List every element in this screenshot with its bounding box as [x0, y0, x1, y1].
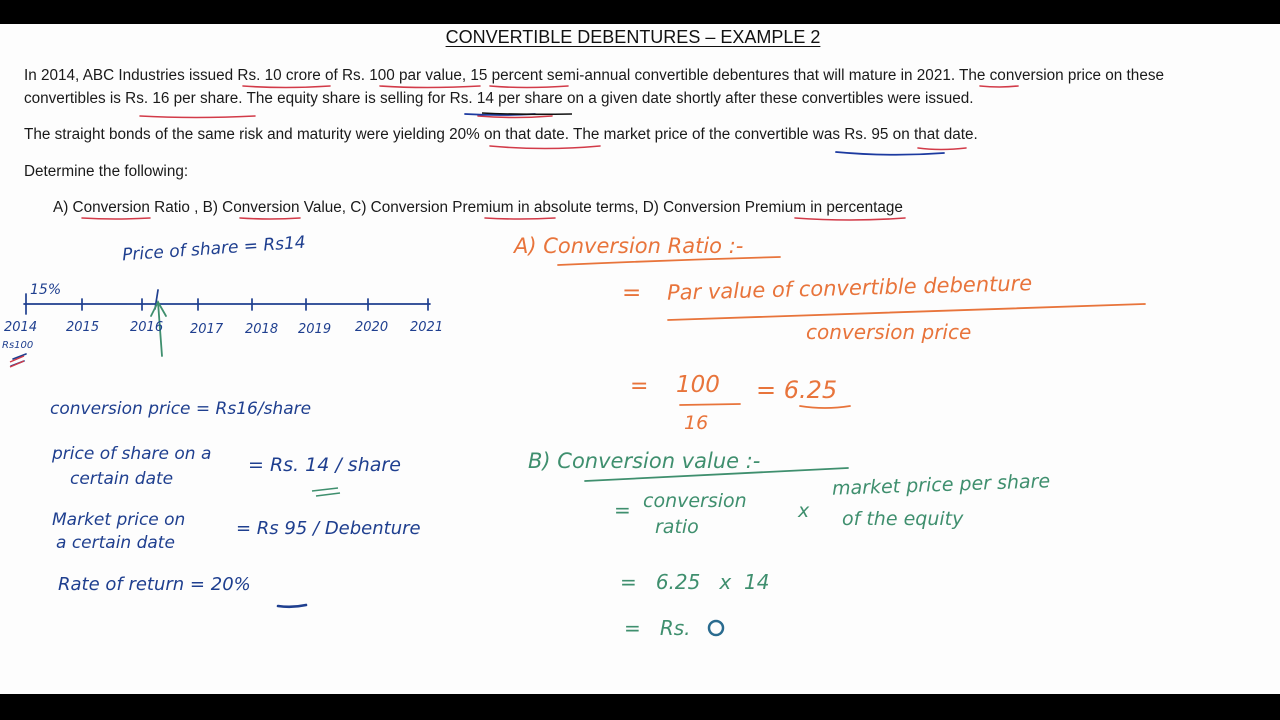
- part-a-formula-denominator: conversion price: [806, 320, 972, 344]
- part-a-calc-equals: =: [630, 374, 649, 399]
- given-price-of-share-line-1: price of share on a: [52, 444, 212, 464]
- part-a-formula-equals: =: [622, 280, 642, 306]
- given-market-price-value: = Rs 95 / Debenture: [236, 518, 421, 539]
- slide-title: CONVERTIBLE DEBENTURES – EXAMPLE 2: [445, 27, 821, 47]
- timeline-par: Rs100: [2, 340, 34, 351]
- task-list: A) Conversion Ratio , B) Conversion Value, C) Conversion Premium in absolute terms, D) Conversion Premium in percentage: [53, 199, 903, 216]
- given-market-price-line-2: a certain date: [56, 533, 175, 553]
- part-b-formula-right-line-1: market price per share: [831, 470, 1051, 500]
- problem-paragraph-2: The straight bonds of the same risk and maturity were yielding 20% on that date. The market price of the convertible was Rs. 95 on that date.: [24, 126, 978, 143]
- part-b-calc: = 6.25 x 14: [620, 570, 770, 594]
- part-b-formula-equals: =: [614, 498, 631, 522]
- timeline-year: 2018: [245, 322, 279, 337]
- part-a-formula-numerator: Par value of convertible debenture: [666, 271, 1033, 305]
- given-market-price-line-1: Market price on: [52, 510, 186, 530]
- timeline-year: 2019: [298, 322, 332, 337]
- part-a-calc-denominator: 16: [684, 412, 709, 434]
- timeline-coupon: 15%: [30, 282, 62, 298]
- part-b-result: = Rs.: [624, 616, 691, 640]
- part-a-calc-result: = 6.25: [756, 376, 838, 404]
- timeline-price-of-share: Price of share = Rs14: [121, 232, 307, 266]
- part-b-heading: B) Conversion value :-: [528, 449, 761, 473]
- given-price-of-share-line-2: certain date: [70, 469, 174, 489]
- given-price-of-share-value: = Rs. 14 / share: [248, 454, 401, 476]
- timeline-year: 2015: [66, 320, 100, 335]
- problem-paragraph-1-line-2: convertibles is Rs. 16 per share. The equity share is selling for Rs. 14 per share on a given date shortly after these convertibles were issued.: [24, 90, 974, 107]
- given-rate-of-return: Rate of return = 20%: [58, 574, 251, 595]
- timeline-year: 2014: [4, 320, 38, 335]
- timeline-year: 2020: [355, 320, 389, 335]
- part-b-formula-right-line-2: of the equity: [842, 508, 964, 530]
- part-b-formula-times: x: [798, 500, 810, 522]
- problem-paragraph-1-line-1: In 2014, ABC Industries issued Rs. 10 crore of Rs. 100 par value, 15 percent semi-annual convertible debentures that will mature in 2021. The conversion price on these: [24, 67, 1164, 84]
- given-conversion-price: conversion price = Rs16/share: [50, 399, 312, 419]
- timeline-year: 2017: [190, 322, 224, 337]
- timeline-year: 2016: [130, 320, 164, 335]
- part-b-formula-left-line-1: conversion: [643, 490, 747, 512]
- part-a-heading: A) Conversion Ratio :-: [514, 234, 744, 258]
- part-b-formula-left-line-2: ratio: [655, 516, 699, 538]
- timeline-year: 2021: [410, 320, 444, 335]
- slide: [0, 24, 1280, 694]
- part-a-calc-numerator: 100: [676, 372, 720, 398]
- problem-paragraph-3: Determine the following:: [24, 163, 189, 180]
